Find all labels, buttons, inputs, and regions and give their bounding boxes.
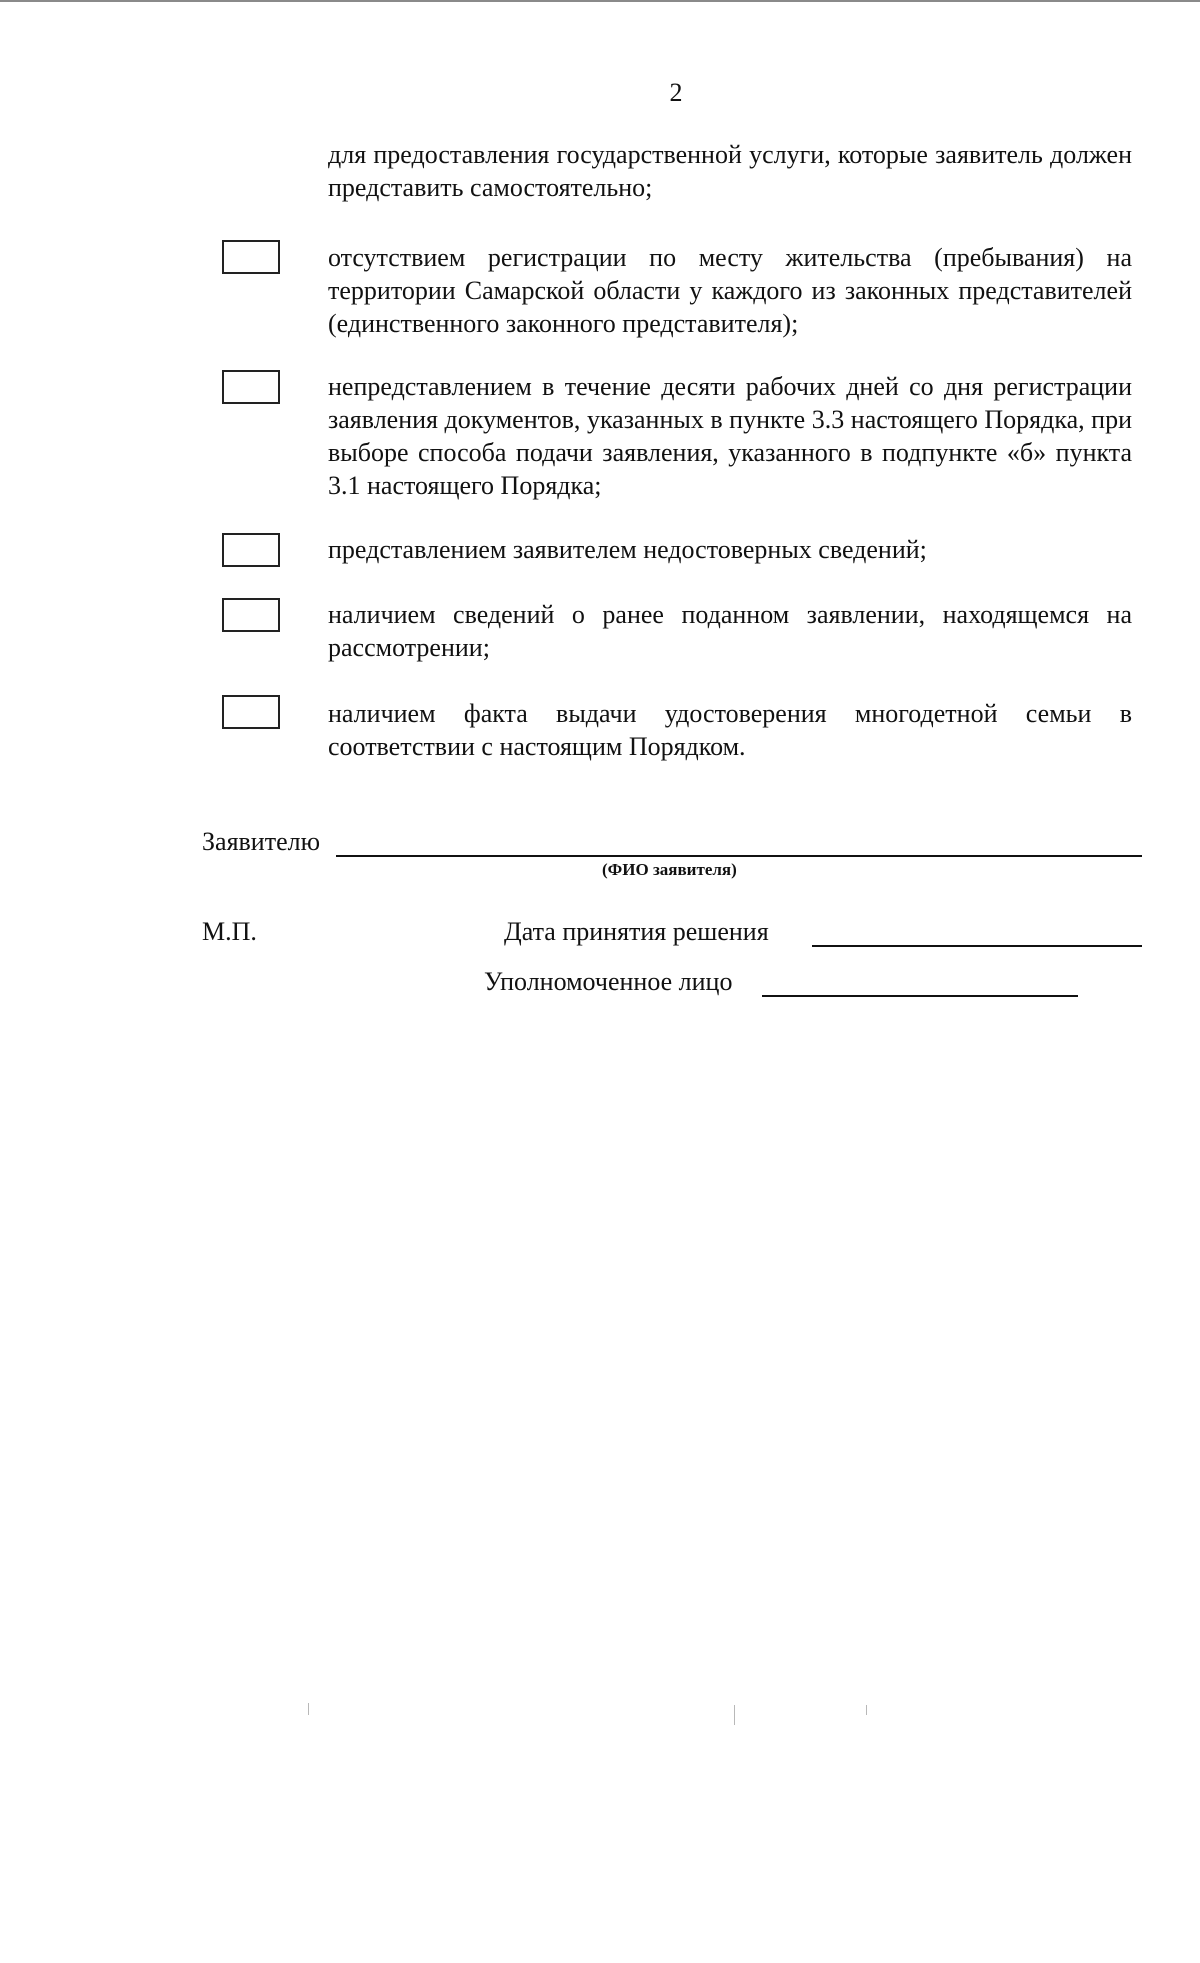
- scan-mark: [734, 1705, 735, 1725]
- page-number: 2: [669, 78, 683, 107]
- decision-date-label: Дата принятия решения: [504, 917, 769, 946]
- applicant-label: Заявителю: [202, 827, 321, 856]
- applicant-name-line[interactable]: [336, 855, 1142, 857]
- scan-mark: [866, 1705, 867, 1715]
- option-text-false-info: представлением заявителем недостоверных сведений;: [328, 535, 927, 564]
- stamp-label: М.П.: [202, 917, 257, 946]
- checkbox-registration[interactable]: [222, 240, 280, 274]
- intro-text: для предоставления государственной услуги, которые заявитель должен представить самостоятельно;: [328, 140, 1132, 202]
- option-text-pending-application: наличием сведений о ранее поданном заявлении, находящемся на рассмотрении;: [328, 600, 1132, 662]
- authorized-person-label: Уполномоченное лицо: [484, 967, 733, 996]
- decision-date-line[interactable]: [812, 945, 1142, 947]
- authorized-person-signature-line[interactable]: [762, 995, 1078, 997]
- checkbox-pending-application[interactable]: [222, 598, 280, 632]
- applicant-name-caption: (ФИО заявителя): [602, 860, 737, 879]
- checkbox-certificate-issued[interactable]: [222, 695, 280, 729]
- checkbox-false-info[interactable]: [222, 533, 280, 567]
- option-text-certificate-issued: наличием факта выдачи удостоверения многодетной семьи в соответствии с настоящим Порядком.: [328, 699, 1132, 761]
- scan-mark: [308, 1703, 309, 1715]
- checkbox-documents[interactable]: [222, 370, 280, 404]
- option-text-registration: отсутствием регистрации по месту жительства (пребывания) на территории Самарской области у каждого из законных представителей (единственного законного представителя);: [328, 243, 1132, 338]
- option-text-documents: непредставлением в течение десяти рабочих дней со дня регистрации заявления документов, указанных в пункте 3.3 настоящего Порядка, при выборе способа подачи заявления, указанного в подпункте «б» пункта 3.1 настоящего Порядка;: [328, 372, 1132, 500]
- top-edge-rule: [0, 0, 1200, 2]
